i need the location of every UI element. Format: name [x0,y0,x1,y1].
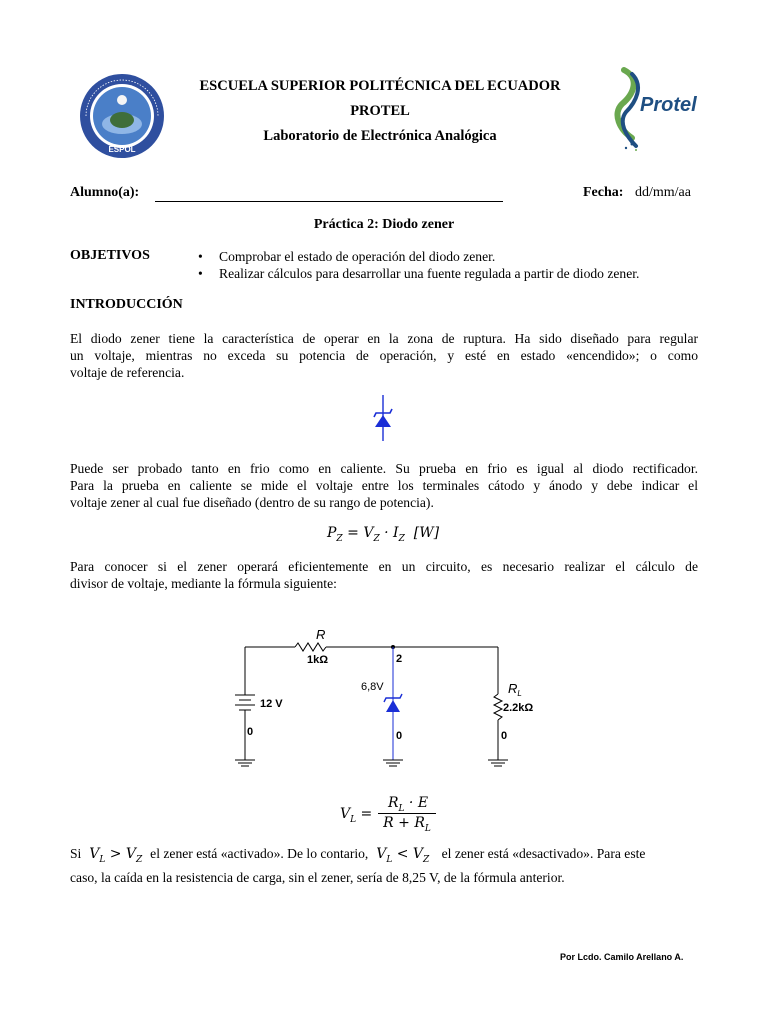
footer-author: Por Lcdo. Camilo Arellano A. [560,952,684,962]
student-label: Alumno(a): [70,185,140,200]
resistor-r-icon [295,643,326,651]
bullet-icon: • [198,266,203,281]
seal-abbrev: ESPOL [108,145,136,154]
divider-formula: $V_L$ = $R_L \cdot E$ $R + R_L$ [340,795,450,835]
rl-value: 2.2kΩ [503,702,534,714]
r-label: R [316,627,326,642]
intro-paragraph-3: Para conocer si el zener operará eficientemente en un circuito, es necesario realizar el cálculo de divisor de voltaje, mediante la fórmula siguiente: [70,559,698,591]
ground-icon [488,760,508,766]
intro-paragraph-1: El diodo zener tiene la característica de operar en la zona de ruptura. Ha sido diseñado para regular un voltaje, mientras no exceda su potencia de operación, y esté en estado «encendido»; o como voltaje de referencia. [70,331,698,380]
protel-logo-text: Protel [640,94,697,116]
source-value: 12 V [260,698,283,710]
r-value: 1kΩ [307,654,329,666]
student-name-line[interactable] [155,200,503,202]
date-value: dd/mm/aa [635,185,691,200]
power-formula: $P_Z = V_Z \cdot I_Z$ [W] [327,525,440,544]
resistor-rl-icon [494,694,502,720]
node-label: 2 [396,653,403,665]
zener-regulator-circuit [225,620,534,780]
zener-diode-symbol-icon [370,393,396,443]
battery-icon [235,695,255,710]
ground-label: 0 [501,730,508,742]
espol-seal-icon [78,72,166,160]
introduction-heading: INTRODUCCIÓN [70,297,183,312]
practice-title: Práctica 2: Diodo zener [313,217,455,232]
date-label: Fecha: [583,185,624,200]
intro-paragraph-2: Puede ser probado tanto en frio como en caliente. Su prueba en frio es igual al diodo rectificador. Para la prueba en caliente se mide el voltaje entre los terminales cátodo y ánodo y debe indicar el voltaje zener al cual fue diseñado (dentro de su rango de potencia). [70,461,698,510]
objectives-label: OBJETIVOS [70,248,150,263]
ground-icon [383,760,403,766]
program-title: PROTEL [350,103,410,119]
rl-label: $R_L$ [508,681,522,698]
institution-title: ESCUELA SUPERIOR POLITÉCNICA DEL ECUADOR [199,78,561,94]
zener-value: 6,8V [361,681,384,693]
ground-icon [235,760,255,766]
espol-seal [78,72,166,160]
ground-label: 0 [396,730,403,742]
bullet-icon: • [198,249,203,264]
protel-logo [610,64,700,154]
ground-label: 0 [247,726,254,738]
lab-title: Laboratorio de Electrónica Analógica [263,128,497,144]
intro-paragraph-4: Si $V_L > V_Z$ el zener está «activado». De lo contario, $V_L < V_Z$ el zener está «desactivado». Para este caso, la caída en la resistencia de carga, sin el zener, sería de 8,25 V, de la fórmula anterior. [70,846,646,885]
